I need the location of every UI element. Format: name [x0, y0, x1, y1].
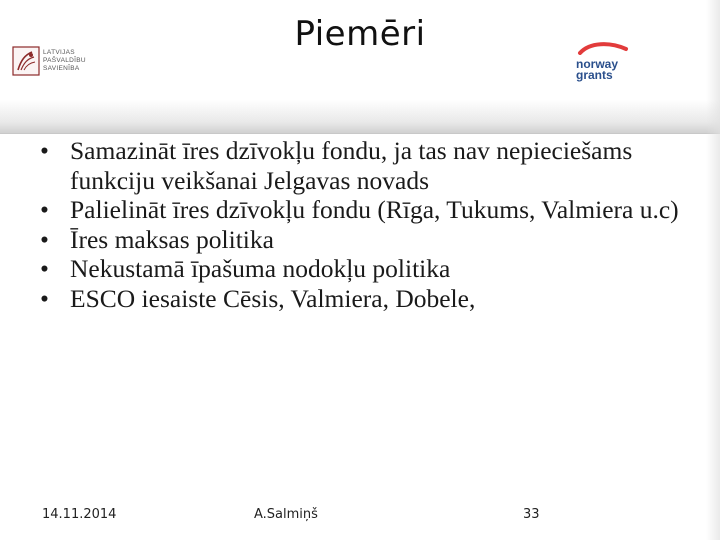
- footer-author: A.Salmiņš: [254, 507, 318, 522]
- list-item: • Samazināt īres dzīvokļu fondu, ja tas nav nepieciešams funkciju veikšanai Jelgavas novads: [40, 136, 633, 195]
- list-item: • Palielināt īres dzīvokļu fondu (Rīga, Tukums, Valmiera u.c): [40, 195, 679, 224]
- header-divider: [0, 133, 720, 134]
- lps-emblem-icon: [12, 46, 40, 76]
- footer-date: 14.11.2014: [42, 507, 117, 522]
- slide-title: Piemēri: [294, 14, 426, 54]
- norway-grants-logo: [576, 40, 632, 81]
- bullet-icon: •: [40, 224, 49, 254]
- norway-grants-logo-icon: [576, 41, 632, 55]
- bullet-icon: •: [40, 136, 49, 165]
- page-number: 33: [523, 507, 540, 522]
- list-item: • Īres maksas politika: [40, 224, 274, 254]
- list-item: • ESCO iesaiste Cēsis, Valmiera, Dobele,: [40, 283, 476, 313]
- bullet-icon: •: [40, 254, 49, 283]
- bullet-icon: •: [40, 195, 49, 224]
- list-item: • Nekustamā īpašuma nodokļu politika: [40, 254, 451, 283]
- slide-edge-shadow: [706, 0, 720, 540]
- bullet-list: [40, 136, 690, 313]
- lps-logo-text: LATVIJAS PAŠVALDĪBU SAVIENĪBA: [43, 49, 86, 72]
- header-shadow: [0, 100, 720, 134]
- bullet-icon: •: [40, 283, 49, 313]
- norway-grants-text: norway grants: [576, 57, 619, 82]
- lps-logo: [12, 46, 86, 76]
